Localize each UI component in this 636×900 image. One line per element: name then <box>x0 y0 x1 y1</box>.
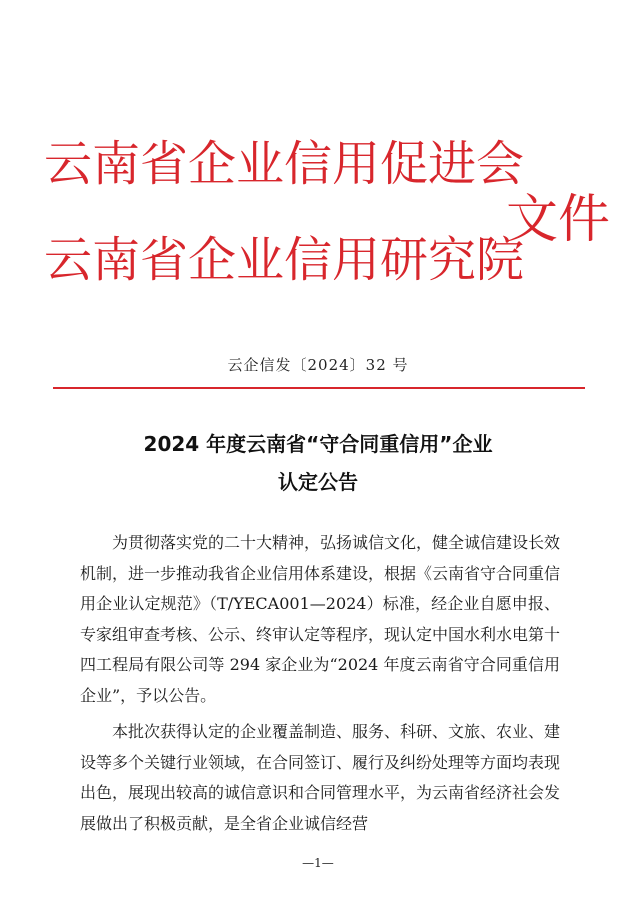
document-type-label: 文件 <box>506 190 611 250</box>
announcement-title-line2: 认定公告 <box>278 470 358 494</box>
body-paragraph-1: 为贯彻落实党的二十大精神，弘扬诚信文化，健全诚信建设长效机制，进一步推动我省企业信用体系建设，根据《云南省守合同重信用企业认定规范》（T/YECA001—2024）标准，经企业自愿申报、专家组审查考核、公示、终审认定等程序，现认定中国水利水电第十四工程局有限公司等 294 家企业为“2024 年度云南省守合同重信用企业”，予以公告。 <box>80 533 561 705</box>
red-divider <box>53 387 585 389</box>
issuer-name-1: 云南省企业信用促进会 <box>44 136 525 192</box>
issuer-name-2: 云南省企业信用研究院 <box>44 232 525 288</box>
announcement-body <box>80 528 560 839</box>
body-paragraph-2: 本批次获得认定的企业覆盖制造、服务、科研、文旅、农业、建设等多个关键行业领域，在合同签订、履行及纠纷处理等方面均表现出色，展现出较高的诚信意识和合同管理水平，为云南省经济社会发展做出了积极贡献，是全省企业诚信经营 <box>80 722 561 833</box>
document-number: 云企信发〔2024〕32 号 <box>227 356 409 374</box>
red-header <box>44 128 611 328</box>
page-number: —1— <box>302 856 334 870</box>
announcement-title-line1: 2024 年度云南省“守合同重信用”企业 <box>143 432 493 456</box>
